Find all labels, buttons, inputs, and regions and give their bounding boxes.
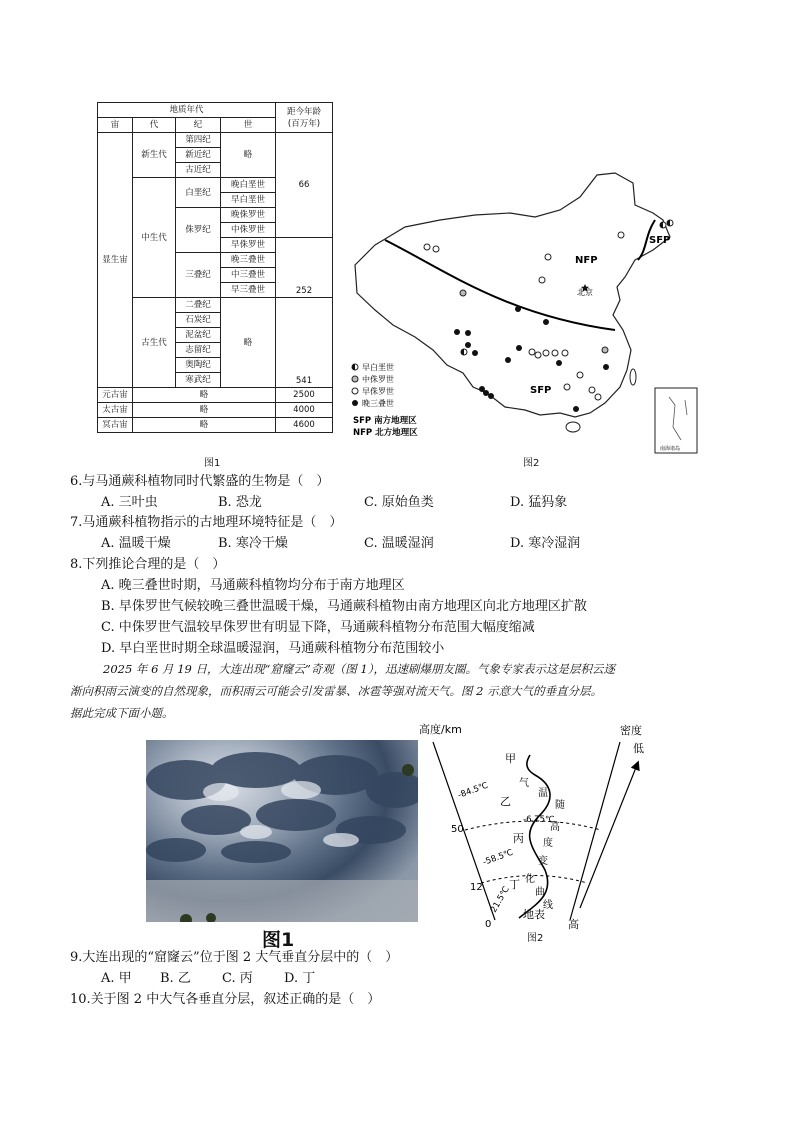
q9-option-b[interactable]: B. 乙: [160, 971, 191, 986]
q8-option-b[interactable]: B. 早侏罗世气候较晚三叠世温暖干燥，马通蕨科植物由南方地理区向北方地理区扩散: [101, 599, 587, 614]
q9-option-a[interactable]: A. 甲: [101, 971, 132, 986]
epoch-omitted: 略: [221, 298, 276, 388]
period: 第四纪: [176, 133, 221, 148]
col-period: 纪: [176, 118, 221, 133]
curve-text-2: 温: [538, 788, 548, 799]
map-legend: [352, 362, 418, 438]
marker-early-jurassic: [535, 352, 541, 358]
curve-text-4: 高: [550, 822, 560, 833]
marker-early-jurassic: [539, 277, 545, 283]
layer-ding: 丁: [509, 878, 520, 891]
age-541: 541: [276, 298, 333, 388]
marker-late-triassic: [573, 406, 579, 412]
geologic-time-table: [97, 102, 333, 433]
legend-nfp: NFP 北方地理区: [353, 428, 418, 438]
tick-12: 12: [470, 882, 483, 893]
col-era: 代: [133, 118, 176, 133]
q8-option-a[interactable]: A. 晚三叠世时期，马通蕨科植物均分布于南方地理区: [101, 578, 405, 593]
era-mesozoic: 中生代: [133, 178, 176, 298]
period: 志留纪: [176, 343, 221, 358]
q6-option-a[interactable]: A. 三叶虫: [101, 495, 158, 510]
eon-proterozoic: 元古宙: [98, 388, 133, 403]
q7-option-c[interactable]: C. 温暖湿润: [364, 536, 434, 551]
temp-tropopause: -58.5℃: [481, 847, 515, 868]
left-axis: [433, 742, 495, 920]
curve-text-9: 线: [543, 900, 553, 911]
atmo-caption: 图2: [527, 933, 544, 944]
period: 新近纪: [176, 148, 221, 163]
passage-line-3: 据此完成下面小题。: [70, 706, 174, 720]
marker-late-triassic: [488, 393, 494, 399]
marker-early-jurassic: [529, 349, 535, 355]
q8-option-d[interactable]: D. 早白垩世时期全球温暖湿润，马通蕨科植物分布范围较小: [101, 641, 445, 656]
question-6: 6.与马通蕨科植物同时代繁盛的生物是（ ）: [70, 474, 330, 489]
question-7: 7.马通蕨科植物指示的古地理环境特征是（ ）: [70, 515, 343, 530]
q6-option-d[interactable]: D. 猛犸象: [510, 495, 568, 510]
period: 石炭纪: [176, 313, 221, 328]
marker-early-jurassic: [577, 372, 583, 378]
curve-text-7: 化: [525, 874, 535, 885]
marker-late-triassic: [515, 306, 521, 312]
epoch: 晚三叠世: [221, 253, 276, 268]
marker-late-triassic: [454, 329, 460, 335]
question-10: 10.关于图 2 中大气各垂直分层，叙述正确的是（ ）: [70, 992, 381, 1007]
tick-0: 0: [485, 919, 492, 930]
period: 二叠纪: [176, 298, 221, 313]
era-paleozoic: 古生代: [133, 298, 176, 388]
marker-late-triassic: [483, 390, 489, 396]
epoch: 晚白垩世: [221, 178, 276, 193]
inset-label: 南海诸岛: [660, 446, 681, 452]
density-low: 低: [633, 742, 644, 755]
sfp-label-south: SFP: [530, 385, 552, 396]
legend-sfp: SFP 南方地理区: [353, 416, 417, 426]
density-arrow: [580, 765, 637, 908]
legend-early-jurassic: 早侏罗世: [362, 387, 394, 396]
q7-option-b[interactable]: B. 寒冷干燥: [218, 536, 288, 551]
period: 泥盆纪: [176, 328, 221, 343]
beijing-label: 北京: [577, 288, 593, 297]
eon-hadean: 冥古宙: [98, 418, 133, 433]
sfp-label-ne: SFP: [649, 235, 671, 246]
epoch: 早三叠世: [221, 283, 276, 298]
table-header: 地质年代: [98, 103, 276, 118]
epoch: 中侏罗世: [221, 223, 276, 238]
col-eon: 宙: [98, 118, 133, 133]
layer-jia: 甲: [505, 752, 516, 765]
omitted: 略: [133, 388, 276, 403]
passage-line-2: 渐向积雨云演变的自然现象，而积雨云可能会引发雷暴、冰雹等强对流天气。图 2 示意大气的垂直分层。: [70, 684, 603, 698]
age-252: 252: [276, 238, 333, 298]
marker-early-jurassic: [545, 254, 551, 260]
epoch: 中三叠世: [221, 268, 276, 283]
legend-middle-jurassic: 中侏罗世: [362, 375, 394, 384]
marker-early-jurassic: [589, 387, 595, 393]
china-outline: [355, 173, 670, 417]
curve-text-5: 度: [543, 838, 553, 849]
age-4000: 4000: [276, 403, 333, 418]
question-8: 8.下列推论合理的是（ ）: [70, 557, 226, 572]
temp-surface: 21.5℃: [488, 884, 512, 915]
marker-middle-jurassic: [460, 290, 466, 296]
marker-late-triassic: [543, 319, 549, 325]
q7-option-a[interactable]: A. 温暖干燥: [101, 536, 171, 551]
passage-line-1: 2025 年 6 月 19 日，大连出现“窟窿云”奇观（图 1），迅速刷爆朋友圈。气象专家表示这是层积云逐: [103, 662, 615, 676]
marker-early-jurassic: [618, 232, 624, 238]
marker-early-jurassic: [433, 246, 439, 252]
curve-text-1: 气: [519, 778, 529, 789]
marker-late-triassic: [603, 364, 609, 370]
curve-text-6: 变: [538, 856, 548, 867]
legend-late-triassic: 晚三叠世: [362, 399, 394, 408]
nfp-label: NFP: [575, 255, 598, 266]
fig1-caption: 图1: [204, 458, 221, 469]
curve-text-8: 曲: [535, 887, 545, 898]
q8-option-c[interactable]: C. 中侏罗世气温较早侏罗世有明显下降，马通蕨科植物分布范围大幅度缩减: [101, 620, 535, 635]
q9-option-c[interactable]: C. 丙: [222, 971, 253, 986]
temp-stratopause: -6.75℃: [523, 815, 555, 825]
period: 寒武纪: [176, 373, 221, 388]
atmosphere-diagram: [415, 720, 680, 935]
epoch-omitted: 略: [221, 133, 276, 178]
marker-early-jurassic: [562, 350, 568, 356]
period: 古近纪: [176, 163, 221, 178]
col-epoch: 世: [221, 118, 276, 133]
age-header: 距今年龄 (百万年): [276, 103, 333, 133]
epoch: 早侏罗世: [221, 238, 276, 253]
photo-caption: 图1: [262, 929, 295, 951]
marker-late-triassic: [465, 342, 471, 348]
ground-label: 地表: [523, 908, 545, 921]
tick-50: 50: [451, 824, 464, 835]
era-cenozoic: 新生代: [133, 133, 176, 178]
curve-text-3: 随: [555, 800, 565, 811]
marker-early-jurassic: [552, 350, 558, 356]
age-4600: 4600: [276, 418, 333, 433]
right-edge: [570, 742, 620, 920]
q6-option-b[interactable]: B. 恐龙: [218, 495, 262, 510]
omitted: 略: [133, 418, 276, 433]
period: 奥陶纪: [176, 358, 221, 373]
marker-late-triassic: [505, 357, 511, 363]
omitted: 略: [133, 403, 276, 418]
eon-archean: 太古宙: [98, 403, 133, 418]
q9-option-d[interactable]: D. 丁: [284, 971, 316, 986]
layer-bing: 丙: [513, 832, 524, 845]
legend-early-cretaceous: 早白垩世: [362, 363, 394, 372]
epoch: 早白垩世: [221, 193, 276, 208]
marker-early-jurassic: [564, 384, 570, 390]
age-2500: 2500: [276, 388, 333, 403]
south-sea-inset: [655, 388, 697, 453]
hainan-island: [566, 422, 580, 432]
fig2-caption: 图2: [523, 458, 540, 469]
marker-late-triassic: [465, 330, 471, 336]
question-9: 9.大连出现的“窟窿云”位于图 2 大气垂直分层中的（ ）: [70, 950, 399, 965]
fossil-distribution-map: [335, 165, 705, 455]
period-jurassic: 侏罗纪: [176, 208, 221, 253]
q6-option-c[interactable]: C. 原始鱼类: [364, 495, 434, 510]
sfp-nfp-boundary: [385, 240, 615, 330]
marker-late-triassic: [516, 345, 522, 351]
temp-upper: -84.5℃: [456, 780, 490, 801]
holed-cloud-photo: [146, 740, 418, 922]
marker-late-triassic: [472, 350, 478, 356]
period-cretaceous: 白垩纪: [176, 178, 221, 208]
marker-early-jurassic: [424, 244, 430, 250]
density-label: 密度: [620, 724, 642, 737]
age-66: 66: [276, 133, 333, 238]
density-high: 高: [568, 918, 579, 931]
marker-middle-jurassic: [602, 347, 608, 353]
marker-late-triassic: [556, 360, 562, 366]
y-axis-label: 高度/km: [419, 723, 462, 736]
marker-early-jurassic: [595, 394, 601, 400]
q7-option-d[interactable]: D. 寒冷湿润: [510, 536, 581, 551]
epoch: 晚侏罗世: [221, 208, 276, 223]
eon-phanerozoic: 显生宙: [98, 133, 133, 388]
period-triassic: 三叠纪: [176, 253, 221, 298]
marker-early-jurassic: [543, 350, 549, 356]
taiwan-island: [630, 369, 636, 385]
layer-yi: 乙: [500, 795, 511, 808]
